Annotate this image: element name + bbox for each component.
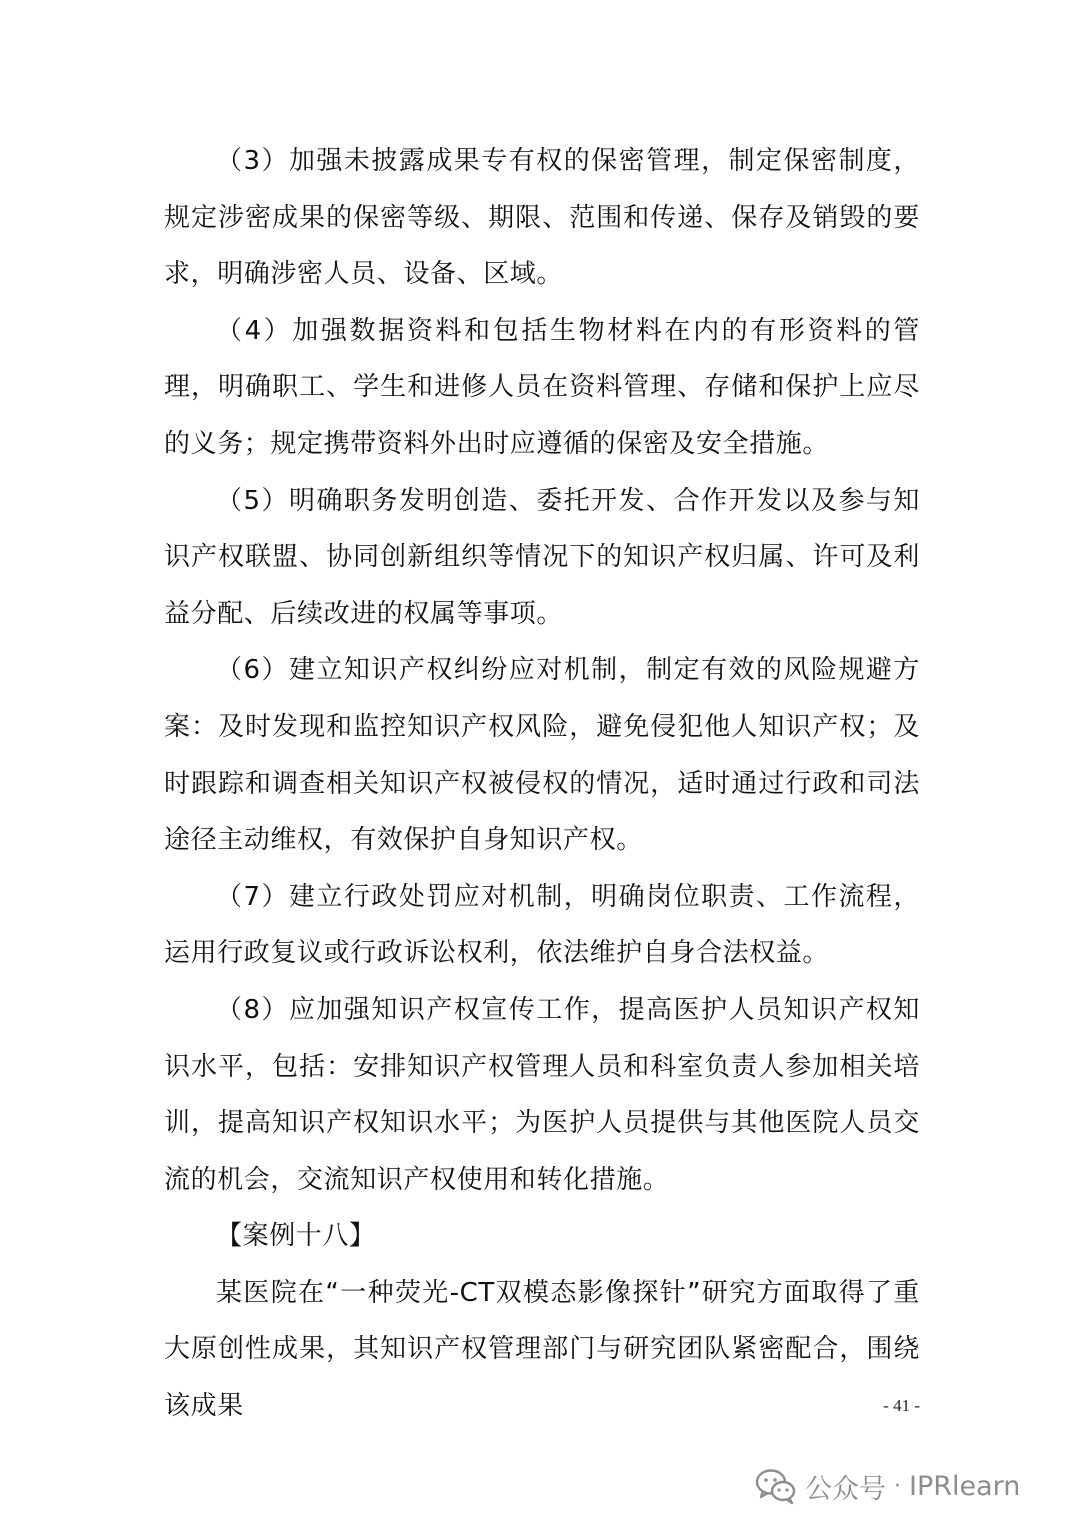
wechat-icon	[755, 1467, 797, 1505]
case-paragraph: 某医院在“一种荧光-CT双模态影像探针”研究方面取得了重大原创性成果，其知识产权管理部门与研究团队紧密配合，围绕该成果	[164, 1277, 920, 1422]
paragraph-8: （8）应加强知识产权宣传工作，提高医护人员知识产权知识水平，包括：安排知识产权管理人员和科室负责人参加相关培训，提高知识产权知识水平；为医护人员提供与其他医院人员交流的机会，交流知识产权使用和转化措施。	[164, 994, 920, 1195]
paragraph-3: （3）加强未披露成果专有权的保密管理，制定保密制度，规定涉密成果的保密等级、期限、范围和传递、保存及销毁的要求，明确涉密人员、设备、区域。	[164, 146, 920, 290]
paragraph-5: （5）明确职务发明创造、委托开发、合作开发以及参与知识产权联盟、协同创新组织等情况下的知识产权归属、许可及利益分配、后续改进的权属等事项。	[164, 485, 920, 629]
watermark	[755, 1462, 1020, 1510]
paragraph-4: （4）加强数据资料和包括生物材料在内的有形资料的管理，明确职工、学生和进修人员在资料管理、存储和保护上应尽的义务；规定携带资料外出时应遵循的保密及安全措施。	[164, 315, 920, 459]
paragraph-6: （6）建立知识产权纠纷应对机制，制定有效的风险规避方案：及时发现和监控知识产权风险，避免侵犯他人知识产权；及时跟踪和调查相关知识产权被侵权的情况，适时通过行政和司法途径主动维权，有效保护自身知识产权。	[164, 655, 920, 856]
document-body	[164, 133, 920, 1435]
watermark-label: 公众号	[805, 1473, 886, 1505]
paragraph-7: （7）建立行政处罚应对机制，明确岗位职责、工作流程，运用行政复议或行政诉讼权利，依法维护自身合法权益。	[164, 881, 920, 969]
watermark-separator: ·	[894, 1473, 901, 1499]
page-number: - 41 -	[883, 1396, 920, 1415]
watermark-account: IPRlearn	[909, 1470, 1021, 1502]
case-heading: 【案例十八】	[216, 1221, 376, 1252]
